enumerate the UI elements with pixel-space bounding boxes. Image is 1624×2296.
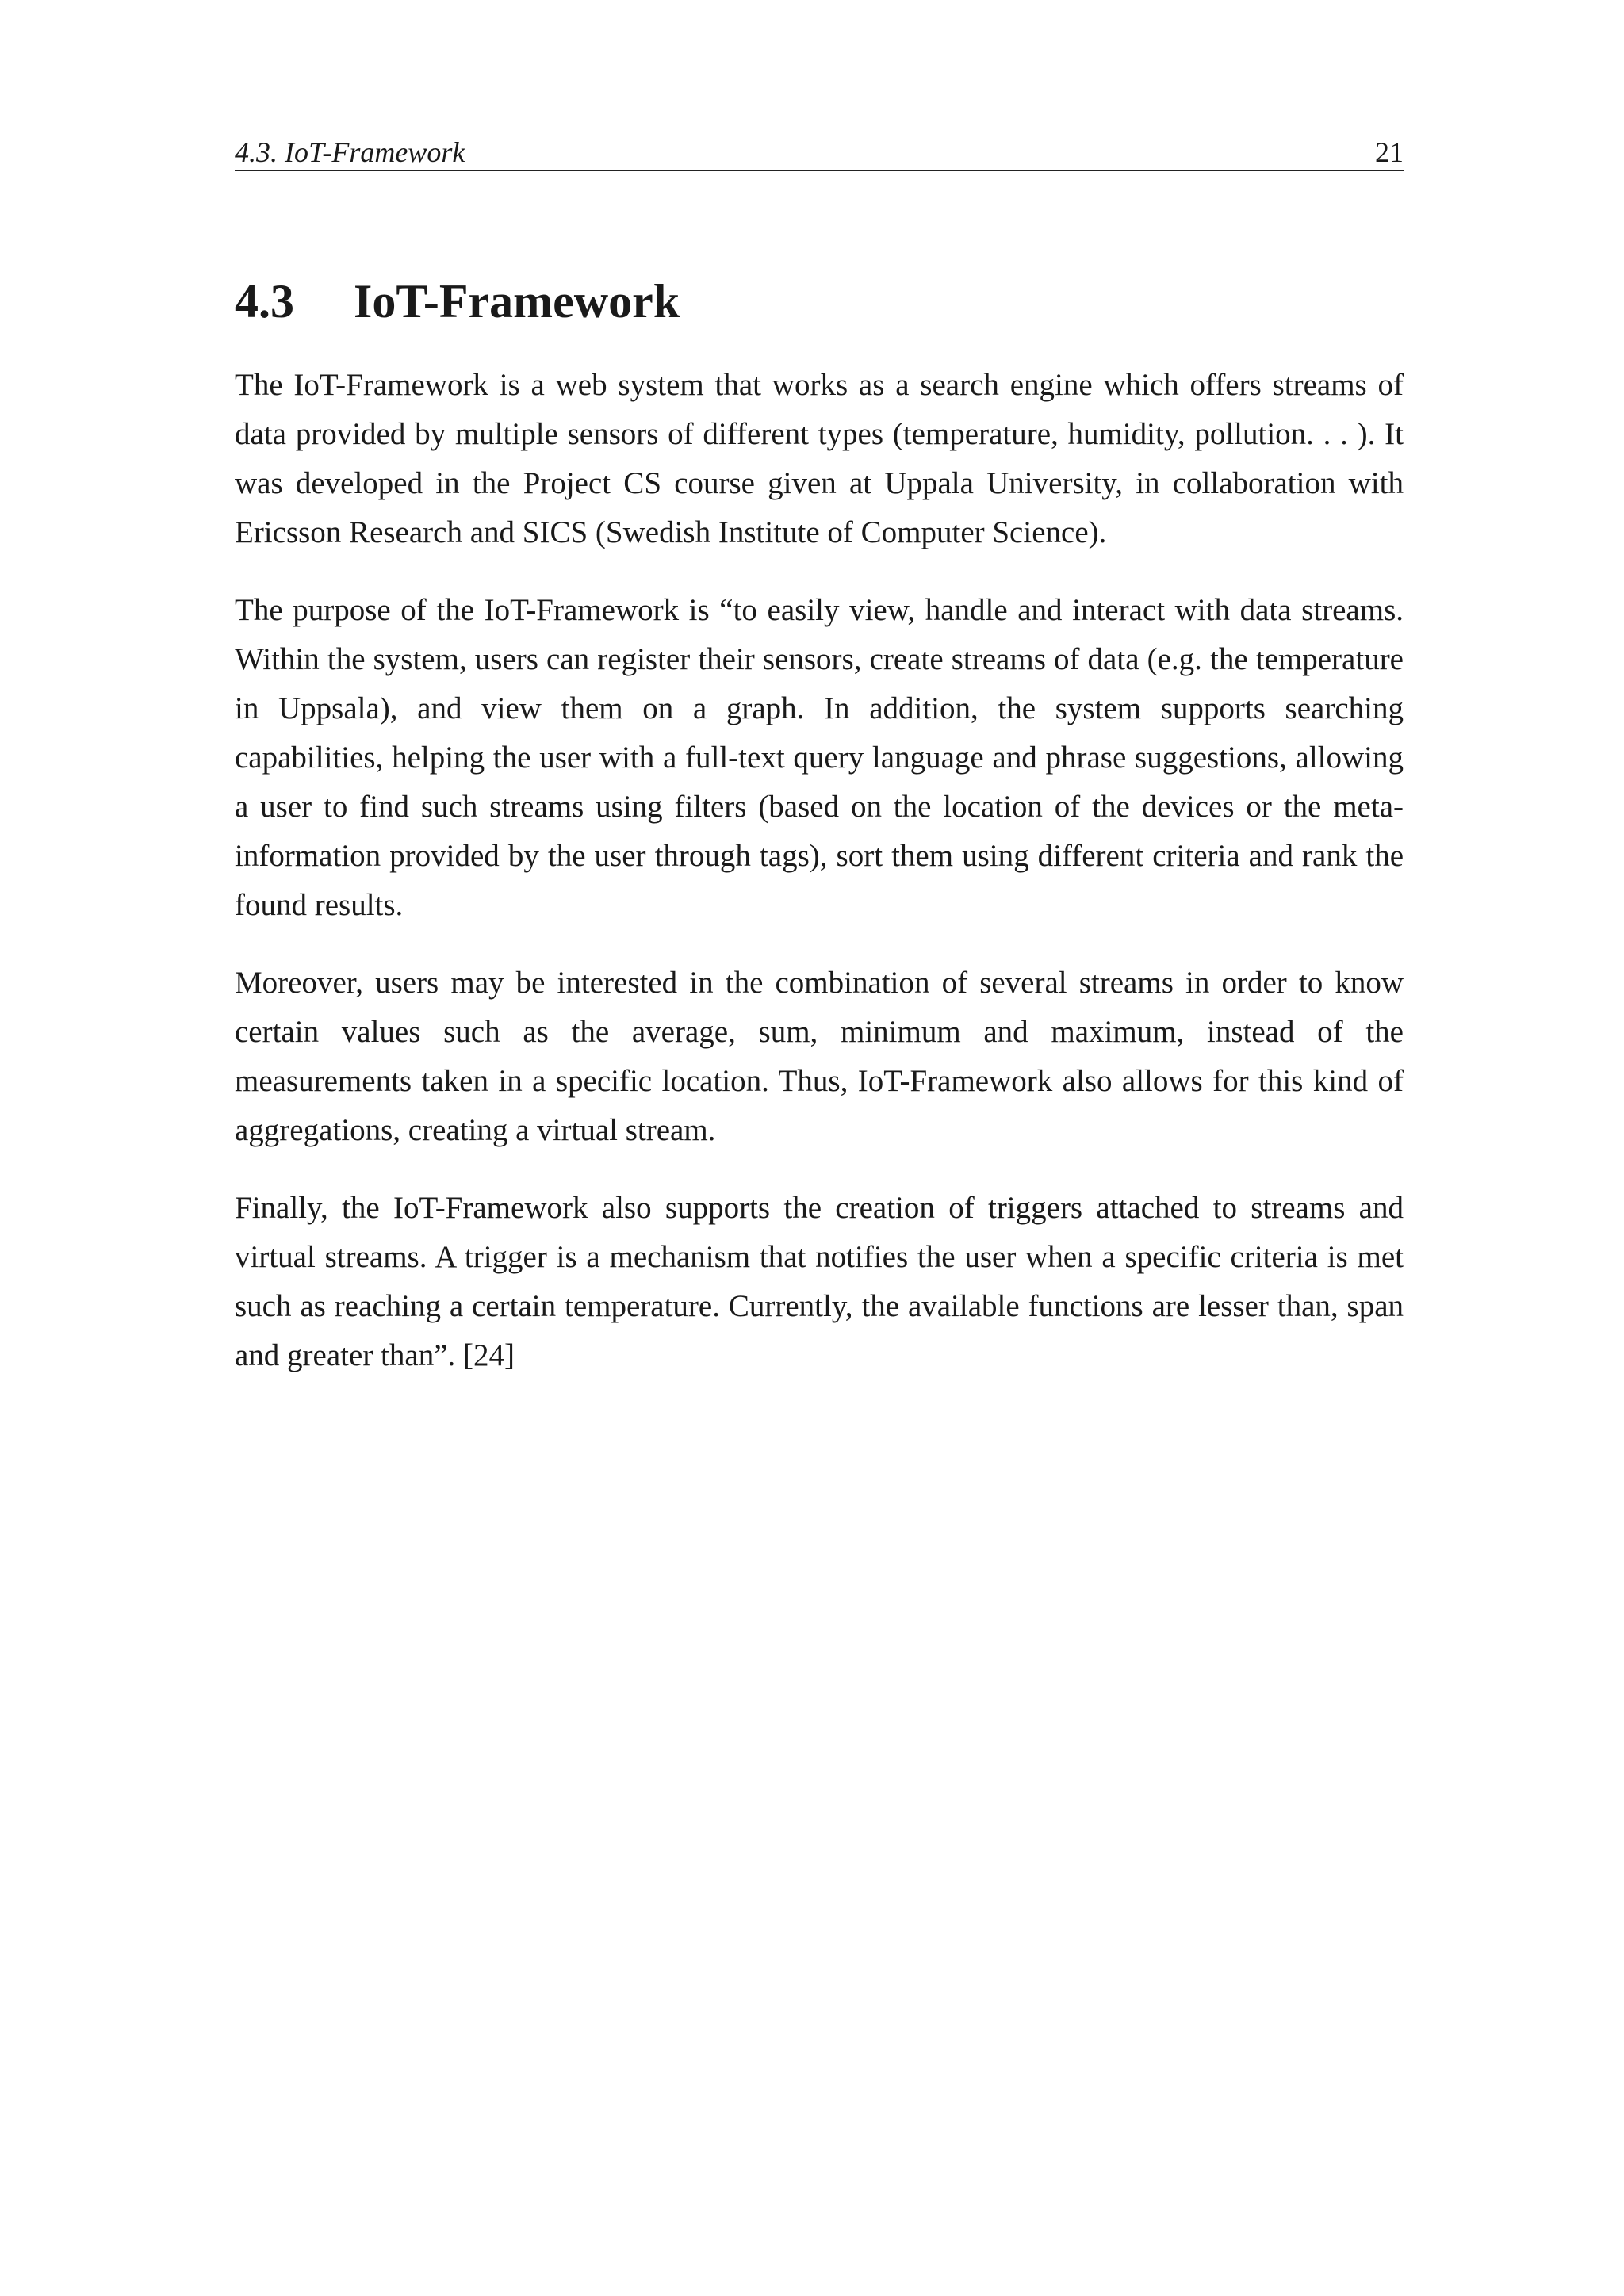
section-heading bbox=[235, 270, 1404, 333]
section-title: IoT-Framework bbox=[354, 275, 680, 328]
running-title: 4.3. IoT-Framework bbox=[235, 136, 465, 168]
body-text bbox=[235, 361, 1404, 1409]
paragraph-1: The IoT-Framework is a web system that works as a search engine which offers streams of data provided by multiple sensors of different types (temperature, humidity, pollution. . . ). It was developed in the Project CS course given at Uppala University, in collaboration with Ericsson Research and SICS (Swedish Institute of Computer Science). bbox=[235, 368, 1404, 549]
paragraph-2: The purpose of the IoT-Framework is “to easily view, handle and interact with data streams. Within the system, users can register their sensors, create streams of data (e.g. the temperature in Uppsala), and view them on a graph. In addition, the system supports searching capabilities, helping the user with a full-text query language and phrase suggestions, allowing a user to find such streams using filters (based on the location of the devices or the meta-information provided by the user through tags), sort them using different criteria and rank the found results. bbox=[235, 593, 1404, 922]
section-number: 4.3 bbox=[235, 275, 294, 328]
paragraph-3: Moreover, users may be interested in the combination of several streams in order to know certain values such as the average, sum, minimum and maximum, instead of the measurements taken in a specific location. Thus, IoT-Framework also allows for this kind of aggregations, creating a virtual stream. bbox=[235, 966, 1404, 1147]
running-header bbox=[235, 136, 1404, 171]
paragraph-4: Finally, the IoT-Framework also supports the creation of triggers attached to streams and virtual streams. A trigger is a mechanism that notifies the user when a specific criteria is met such as reaching a certain temperature. Currently, the available functions are lesser than, span and greater than”. [24] bbox=[235, 1191, 1404, 1372]
page-number: 21 bbox=[1375, 136, 1404, 168]
